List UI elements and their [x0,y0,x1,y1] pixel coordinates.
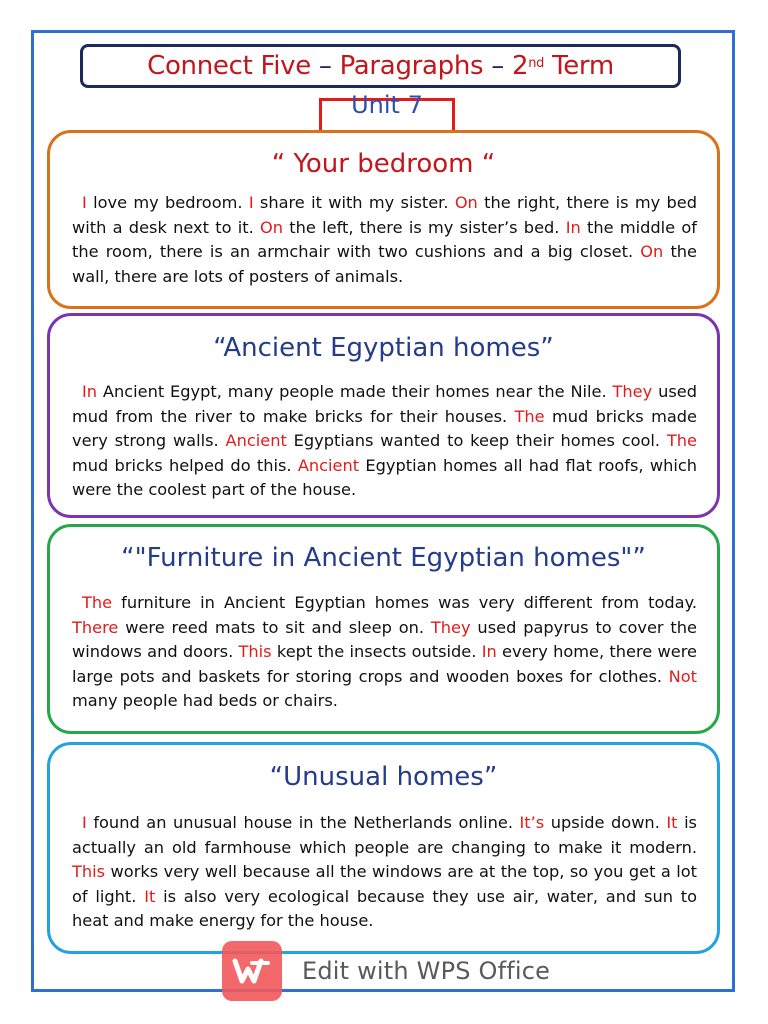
title-dash-1: – [310,51,340,81]
paragraph-text: were reed mats to sit and sleep on. [118,617,431,637]
keyword-text: Ancient [225,431,287,450]
title-part-3: Term [544,51,614,81]
paragraph-text: furniture in Ancient Egyptian homes was very different from today. [112,593,697,612]
paragraph-card-furniture [47,524,720,734]
paragraph-text: upside down. [544,813,667,832]
paragraph-text: Egyptian homes all had flat roofs, which were the coolest part of the house. [72,455,697,499]
keyword-text: The [82,593,113,612]
card-title: “Ancient Egyptian homes” [213,333,554,363]
keyword-text: Ancient [297,455,360,475]
keyword-text: This [238,642,272,661]
page-title [83,49,678,83]
paragraph-text: is actually an old farmhouse which people are changing to make it modern. [72,813,697,857]
title-part-2: Paragraphs [339,51,484,81]
keyword-text: It’s [519,813,545,832]
card-paragraph [72,191,697,289]
card-paragraph [72,811,697,934]
keyword-text: Not [668,666,697,686]
wps-watermark-text: Edit with WPS Office [302,957,551,985]
keyword-text: It [666,813,678,832]
keyword-text: I [82,193,87,212]
keyword-text: They [430,617,471,637]
keyword-text: In [481,642,497,661]
paragraph-text: mud bricks helped do this. [72,455,298,475]
paragraph-text: found an unusual house in the Netherlands online. [86,813,520,832]
paragraph-text: the right, there is my bed with a desk next to it. [72,193,698,237]
paragraph-text: the middle of the room, there is an armchair with two cushions and a big closet. [72,217,697,261]
wps-logo-icon [222,941,282,1001]
unit-label: Unit 7 [351,91,423,119]
paragraph-text: Ancient Egypt, many people made their homes near the Nile. [97,382,613,401]
title-superscript: nd [528,56,545,71]
card-title: “ Your bedroom “ [271,149,496,179]
keyword-text: In [565,217,581,237]
paragraph-text: share it with my sister. [253,193,455,212]
title-dash-2: – [483,51,512,81]
paragraph-text: the left, there is my sister’s bed. [283,217,566,237]
keyword-text: On [454,193,478,212]
paragraph-text: used papyrus to cover the windows and doors. [72,617,697,661]
paragraph-text: kept the insects outside. [271,642,482,661]
keyword-text: It [144,886,156,906]
keyword-text: In [82,382,98,401]
paragraph-text: Egyptians wanted to keep their homes cool. [286,431,667,450]
paragraph-text: mud bricks made very strong walls. [72,406,697,450]
card-paragraph [72,591,697,714]
keyword-text: The [514,406,545,426]
keyword-text: On [260,217,284,237]
keyword-text: On [640,242,664,261]
keyword-text: There [72,617,119,637]
paragraph-card-bedroom [47,130,720,309]
paragraph-text: many people had beds or chairs. [72,691,338,710]
paragraph-card-unusual-homes [47,742,720,954]
paragraph-text: every home, there were large pots and baskets for storing crops and wooden boxes for clothes. [72,642,697,686]
keyword-text: This [72,862,106,881]
keyword-text: I [248,193,254,212]
card-paragraph [72,380,697,503]
keyword-text: I [82,813,87,832]
card-title: “Unusual homes” [269,762,498,792]
wps-watermark[interactable] [222,940,550,1002]
card-title: “"Furniture in Ancient Egyptian homes"” [121,543,646,573]
title-part-1: Connect Five [147,51,311,81]
paragraph-text: used mud from the river to make bricks for their houses. [72,382,698,426]
paragraph-text: love my bedroom. [86,193,249,212]
keyword-text: The [666,431,697,450]
title-box [80,44,681,88]
paragraph-text: the wall, there are lots of posters of animals. [72,242,698,286]
paragraph-text: works very well because all the windows are at the top, so you get a lot of light. [72,862,697,906]
paragraph-card-egyptian-homes [47,313,720,518]
keyword-text: They [612,382,653,401]
title-number: 2 [511,51,529,81]
paragraph-text: is also very ecological because they use air, water, and sun to heat and make energy for the house. [72,886,697,930]
